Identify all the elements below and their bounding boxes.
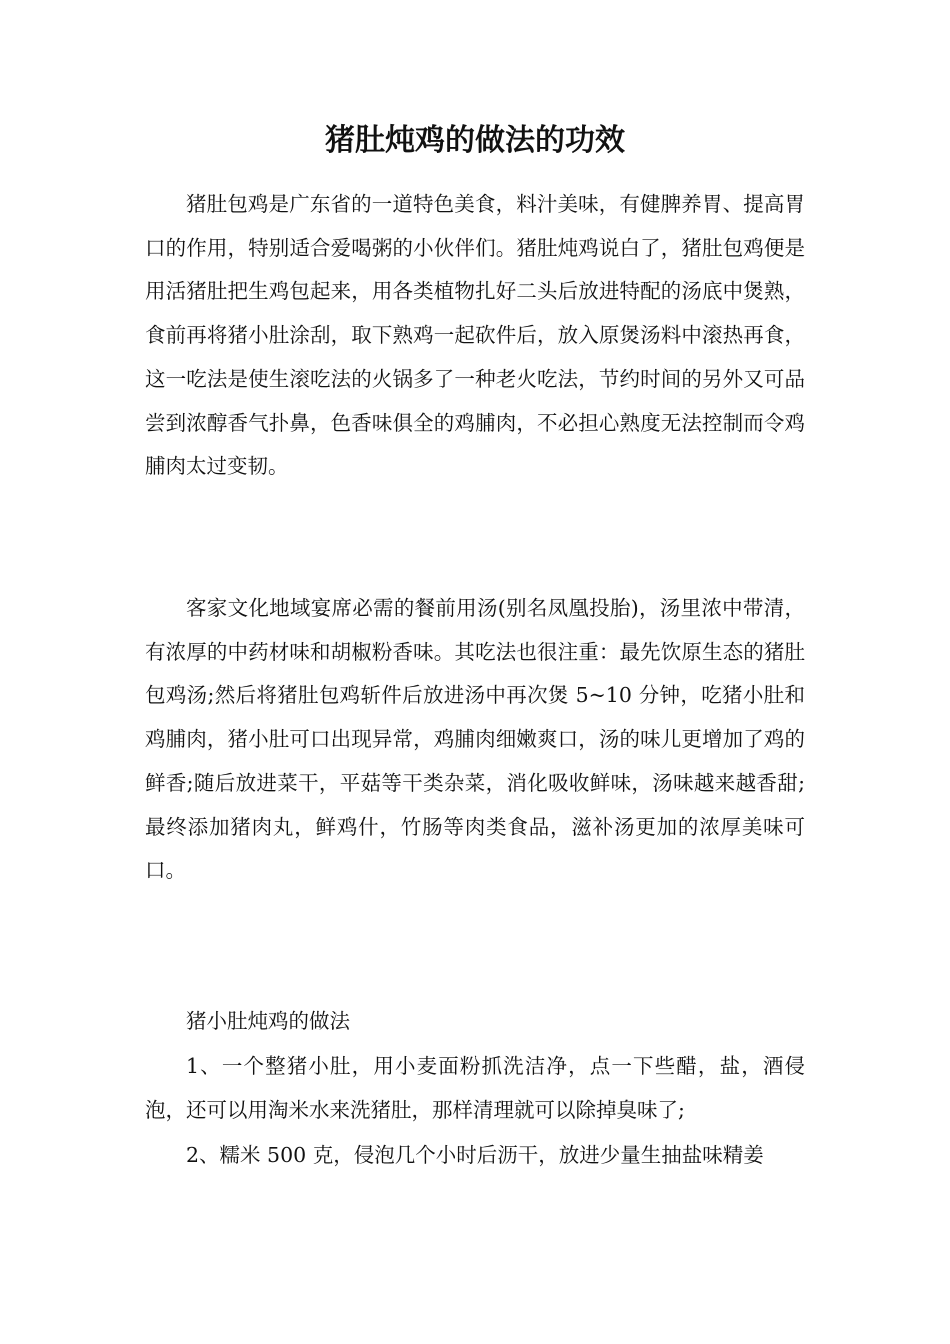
section-heading-recipe: 猪小肚炖鸡的做法 (186, 1009, 350, 1033)
recipe-step-2: 2、糯米 500 克，侵泡几个小时后沥干，放进少量生抽盐味精姜 (186, 1143, 764, 1167)
paragraph-intro: 猪肚包鸡是广东省的一道特色美食，料汁美味，有健脾养胃、提高胃口的作用，特别适合爱喝粥的小伙伴们。猪肚炖鸡说白了，猪肚包鸡便是用活猪肚把生鸡包起来，用各类植物扎好二头后放进特配的汤底中煲熟，食前再将猪小肚涂刮，取下熟鸡一起砍件后，放入原煲汤料中滚热再食，这一吃法是使生滚吃法的火锅多了一种老火吃法，节约时间的另外又可品尝到浓醇香气扑鼻，色香味俱全的鸡脯肉，不必担心熟度无法控制而令鸡脯肉太过变韧。 (145, 192, 805, 479)
recipe-step-1: 1、一个整猪小肚，用小麦面粉抓洗洁净，点一下些醋，盐，酒侵泡，还可以用淘米水来洗猪肚，那样清理就可以除掉臭味了; (145, 1054, 805, 1122)
document-title: 猪肚炖鸡的做法的功效 (325, 123, 625, 158)
paragraph-hakka-soup: 客家文化地域宴席必需的餐前用汤(别名凤凰投胎)，汤里浓中带清，有浓厚的中药材味和胡椒粉香味。其吃法也很注重：最先饮原生态的猪肚包鸡汤;然后将猪肚包鸡斩件后放进汤中再次煲 5~10 分钟，吃猪小肚和鸡脯肉，猪小肚可口出现异常，鸡脯肉细嫩爽口，汤的味儿更增加了鸡的鲜香;随后放进菜干，平菇等干类杂菜，消化吸收鲜味，汤味越来越香甜;最终添加猪肉丸，鲜鸡什，竹肠等肉类食品，滋补汤更加的浓厚美味可口。 (145, 596, 805, 883)
